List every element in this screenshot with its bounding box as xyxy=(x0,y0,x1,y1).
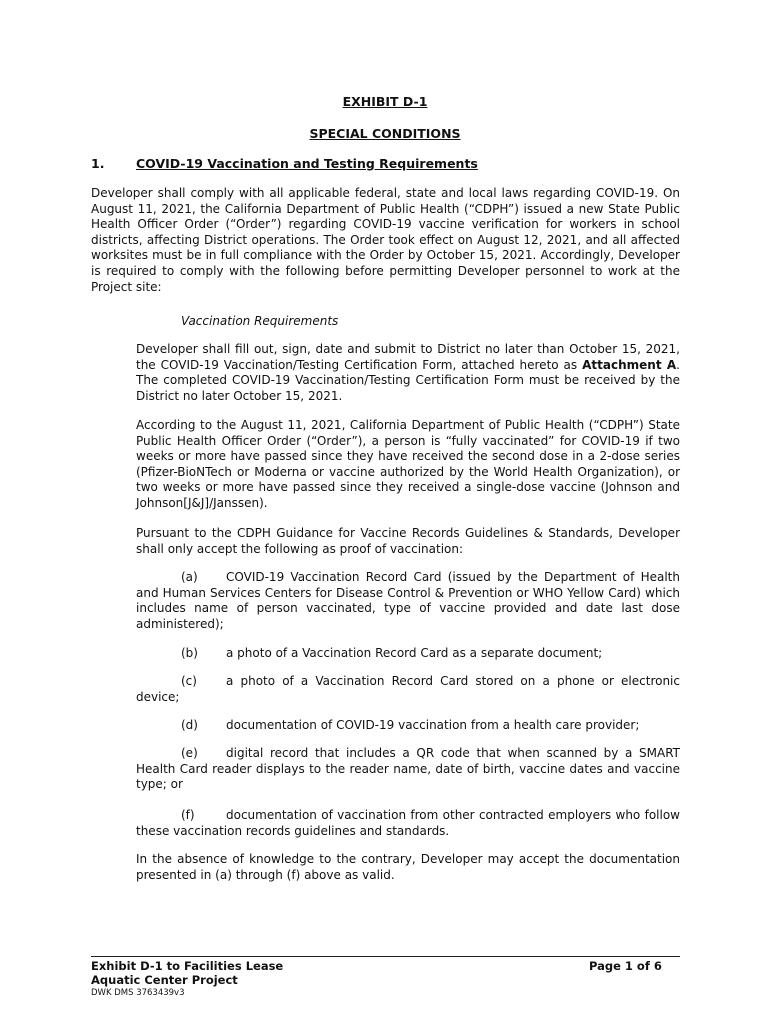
section-number: 1. xyxy=(91,156,105,171)
list-item xyxy=(136,808,680,839)
fully-vaccinated-paragraph: According to the August 11, 2021, California Department of Public Health (“CDPH”) State Public Health Officer Order (“Order”), a person is “fully vaccinated” for COVID-19 if two weeks or more have passed since they have received the second dose in a 2-dose series (Pfizer-BioNTech or Moderna or vaccine authorized by the World Health Organization), or two weeks or more have passed since they received a single-dose vaccine (Johnson and Johnson[J&J]/Janssen). xyxy=(136,418,680,510)
page-number: Page 1 of 6 xyxy=(589,959,662,973)
footer-divider xyxy=(91,956,680,957)
list-item xyxy=(136,674,680,705)
footer-doc-id: DWK DMS 3763439v3 xyxy=(91,988,185,998)
list-item xyxy=(136,746,680,793)
item-label: (b) xyxy=(181,646,198,660)
footer-project: Aquatic Center Project xyxy=(91,973,238,987)
certification-paragraph xyxy=(136,342,680,404)
proof-paragraph: Pursuant to the CDPH Guidance for Vaccine Records Guidelines & Standards, Developer shall only accept the following as proof of vaccination: xyxy=(136,526,680,556)
list-item xyxy=(136,570,680,632)
item-text: a photo of a Vaccination Record Card stored on a phone or electronic device; xyxy=(136,674,680,704)
footer-exhibit: Exhibit D-1 to Facilities Lease xyxy=(91,959,284,973)
item-label: (f) xyxy=(181,808,195,822)
item-label: (a) xyxy=(181,570,198,584)
item-label: (c) xyxy=(181,674,197,688)
absence-paragraph: In the absence of knowledge to the contrary, Developer may accept the documentation presented in (a) through (f) above as valid. xyxy=(136,852,680,882)
exhibit-title: EXHIBIT D-1 xyxy=(342,94,428,109)
item-text: COVID-19 Vaccination Record Card (issued by the Department of Health and Human Services Centers for Disease Control & Prevention or WHO Yellow Card) which includes name of person vaccinated, type of vaccine provided and date last dose administered); xyxy=(136,570,680,631)
section-title: COVID-19 Vaccination and Testing Requirements xyxy=(136,156,478,171)
item-text: documentation of COVID-19 vaccination from a health care provider; xyxy=(226,718,640,732)
list-item xyxy=(136,718,680,734)
item-text: a photo of a Vaccination Record Card as a separate document; xyxy=(226,646,603,660)
item-text: documentation of vaccination from other contracted employers who follow these vaccination records guidelines and standards. xyxy=(136,808,680,838)
certification-text-after: . The completed COVID-19 Vaccination/Testing Certification Form must be received by the District no later October 15, 2021. xyxy=(136,357,680,403)
special-conditions-title: SPECIAL CONDITIONS xyxy=(309,126,461,141)
item-label: (d) xyxy=(181,718,198,732)
attachment-reference: Attachment A xyxy=(582,357,677,372)
list-item xyxy=(136,646,680,662)
certification-text-before: Developer shall fill out, sign, date and submit to District no later than October 15, 2021, the COVID-19 Vaccination/Testing Certification Form, attached hereto as xyxy=(136,342,680,372)
intro-paragraph: Developer shall comply with all applicable federal, state and local laws regarding COVID-19. On August 11, 2021, the California Department of Public Health (“CDPH”) issued a new State Public Health Officer Order (“Order”) regarding COVID-19 vaccine verification for workers in school districts, affecting District operations. The Order took effect on August 12, 2021, and all affected worksites must be in full compliance with the Order by October 15, 2021. Accordingly, Developer is required to comply with the following before permitting Developer personnel to work at the Project site: xyxy=(91,186,680,294)
vaccination-requirements-heading: Vaccination Requirements xyxy=(181,314,339,328)
item-label: (e) xyxy=(181,746,198,760)
item-text: digital record that includes a QR code that when scanned by a SMART Health Card reader displays to the reader name, date of birth, vaccine dates and vaccine type; or xyxy=(136,746,680,792)
